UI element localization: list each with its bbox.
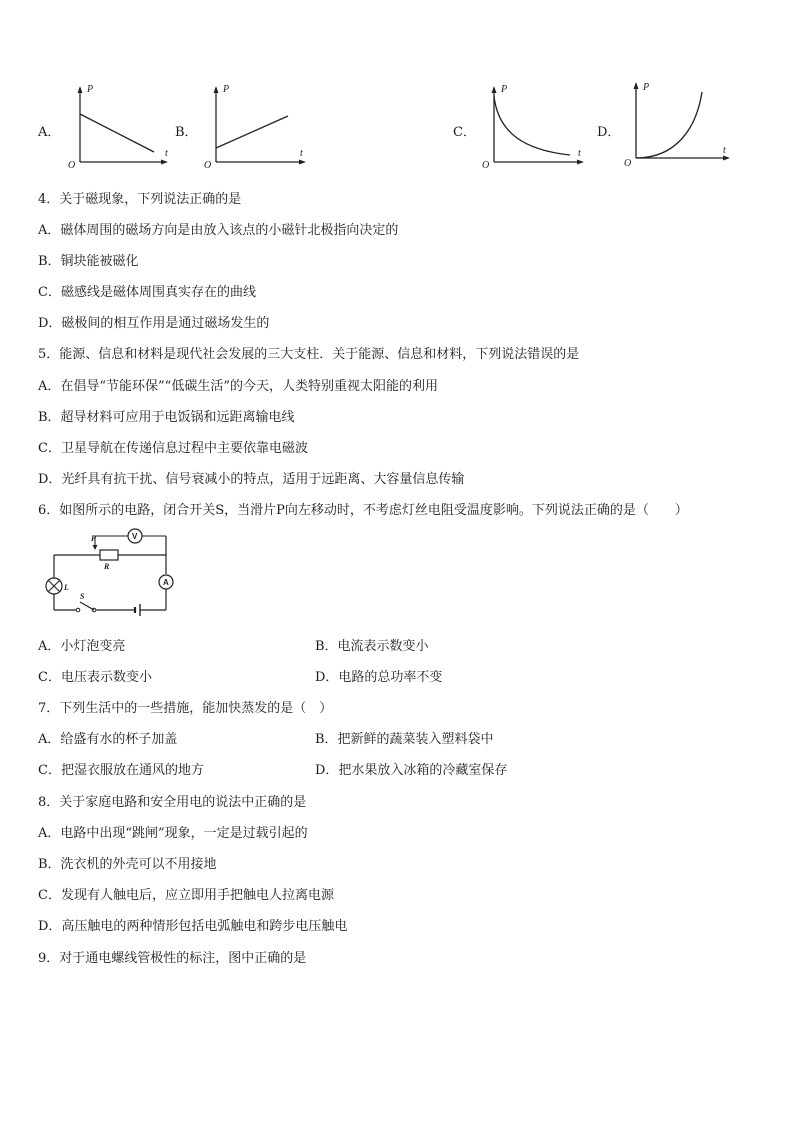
origin-label: O	[482, 160, 490, 171]
q6-option-d: D．电路的总功率不变	[315, 670, 443, 685]
rheostat-resistor	[100, 550, 118, 560]
rheostat-label: R	[104, 562, 110, 571]
q7-option-b: B．把新鲜的蔬菜装入塑料袋中	[315, 732, 494, 747]
q3-option-a-letter: A．	[38, 125, 61, 140]
q3-option-c-graph	[478, 84, 588, 174]
q6-option-c: C．电压表示数变小	[38, 670, 152, 685]
q6-option-b: B．电流表示数变小	[315, 639, 429, 654]
q7-option-a: A．给盛有水的杯子加盖	[38, 732, 178, 747]
q4-option-a: A．磁体周围的磁场方向是由放入该点的小磁针北极指向决定的	[38, 223, 399, 238]
origin-label: O	[68, 160, 76, 171]
q6-circuit-diagram	[38, 528, 188, 620]
q6-option-a: A．小灯泡变亮	[38, 639, 126, 654]
q5-option-b: B．超导材料可应用于电饭锅和远距离输电线	[38, 410, 295, 425]
q8-option-a: A．电路中出现“跳闸”现象，一定是过载引起的	[38, 826, 308, 841]
q3-option-b-letter: B．	[175, 125, 198, 140]
y-axis-label: P	[501, 84, 508, 95]
q5-option-c: C．卫星导航在传递信息过程中主要依靠电磁波	[38, 441, 308, 456]
q6-stem: 6．如图所示的电路，闭合开关S，当滑片P向左移动时，不考虑灯丝电阻受温度影响。下列说法正确的是（ ）	[38, 503, 688, 518]
y-axis-label: P	[223, 84, 230, 95]
voltmeter-label: V	[132, 532, 138, 541]
q4-stem: 4．关于磁现象，下列说法正确的是	[38, 192, 242, 207]
y-axis-label: P	[643, 82, 650, 93]
q5-stem: 5．能源、信息和材料是现代社会发展的三大支柱．关于能源、信息和材料，下列说法错误的是	[38, 347, 580, 362]
q9-stem: 9．对于通电螺线管极性的标注，图中正确的是	[38, 951, 307, 966]
origin-label: O	[624, 158, 632, 169]
switch-label: S	[80, 592, 85, 601]
q3-option-a-graph	[62, 84, 172, 174]
switch-icon	[80, 602, 94, 610]
q7-stem: 7．下列生活中的一些措施，能加快蒸发的是（ ）	[38, 701, 333, 716]
q3-option-b-graph	[200, 84, 310, 174]
q8-option-d: D．高压触电的两种情形包括电弧触电和跨步电压触电	[38, 919, 348, 934]
slider-label: P	[91, 534, 96, 543]
q3-option-d-graph	[620, 80, 735, 170]
q8-option-c: C．发现有人触电后，应立即用手把触电人拉离电源	[38, 888, 334, 903]
q4-option-c: C．磁感线是磁体周围真实存在的曲线	[38, 285, 256, 300]
q8-stem: 8．关于家庭电路和安全用电的说法中正确的是	[38, 795, 307, 810]
origin-label: O	[204, 160, 212, 171]
x-axis-label: t	[723, 145, 726, 156]
q7-option-c: C．把湿衣服放在通风的地方	[38, 763, 204, 778]
x-axis-label: t	[300, 148, 303, 159]
q3-option-c-letter: C．	[453, 125, 476, 140]
ammeter-label: A	[163, 578, 169, 587]
q3-option-d-letter: D．	[597, 125, 621, 140]
q7-option-d: D．把水果放入冰箱的冷藏室保存	[315, 763, 508, 778]
q4-option-d: D．磁极间的相互作用是通过磁场发生的	[38, 316, 270, 331]
q8-option-b: B．洗衣机的外壳可以不用接地	[38, 857, 217, 872]
x-axis-label: t	[578, 148, 581, 159]
x-axis-label: t	[165, 148, 168, 159]
q4-option-b: B．铜块能被磁化	[38, 254, 139, 269]
y-axis-label: P	[87, 84, 94, 95]
q5-option-a: A．在倡导“节能环保”“低碳生活”的今天，人类特别重视太阳能的利用	[38, 379, 438, 394]
q5-option-d: D．光纤具有抗干扰、信号衰减小的特点，适用于远距离、大容量信息传输	[38, 472, 465, 487]
lamp-label: L	[64, 583, 69, 592]
